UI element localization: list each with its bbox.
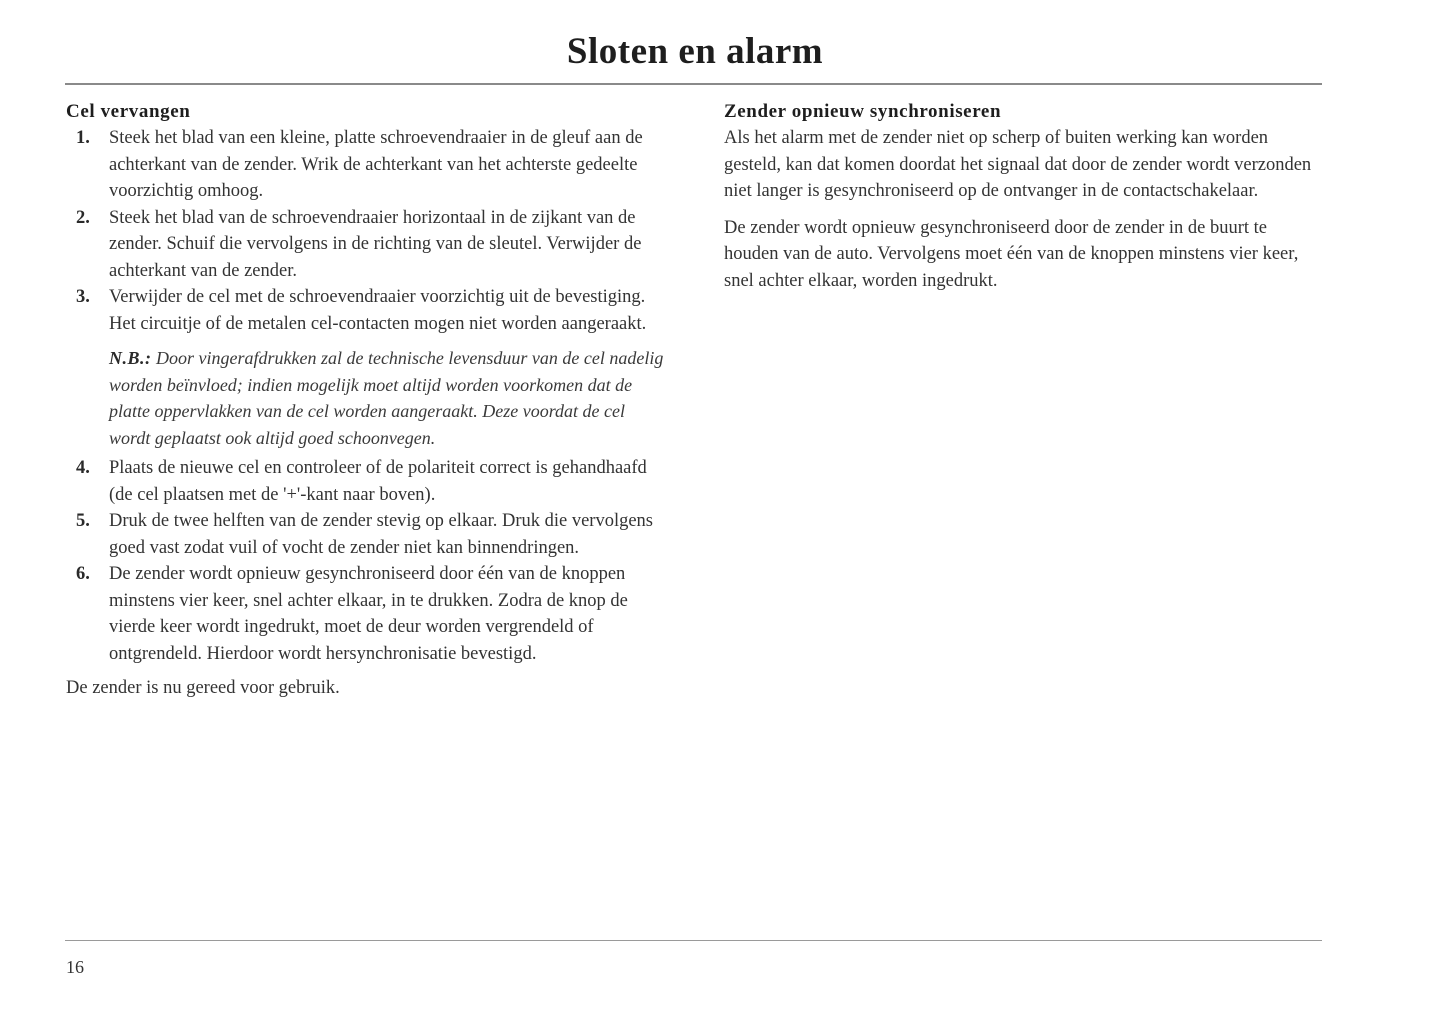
page-number: 16: [66, 957, 84, 977]
right-column: [724, 98, 1324, 304]
step-number: 6.: [76, 564, 90, 584]
step-number: 1.: [76, 128, 90, 148]
step-item: [66, 561, 666, 667]
section-heading-cel-vervangen: Cel vervangen: [66, 101, 191, 122]
note-text: Door vingerafdrukken zal de technische levensduur van de cel nadelig worden beïnvloed; indien mogelijk moet altijd worden voorkomen dat de platte oppervlakken van de cel worden aangeraakt. Deze voordat de cel wordt geplaatst ook altijd goed schoonvegen.: [109, 348, 664, 448]
step-number: 3.: [76, 287, 90, 307]
step-item: [66, 205, 666, 285]
step-item: [66, 125, 666, 205]
step-number: 5.: [76, 511, 90, 531]
closing-paragraph: De zender is nu gereed voor gebruik.: [66, 678, 340, 698]
step-text: Steek het blad van een kleine, platte schroevendraaier in de gleuf aan de achterkant van de zender. Wrik de achterkant van het achterste gedeelte voorzichtig omhoog.: [109, 128, 643, 201]
section-heading-zender-synchroniseren: Zender opnieuw synchroniseren: [724, 101, 1002, 122]
footer-divider: [65, 940, 1322, 941]
step-text: De zender wordt opnieuw gesynchroniseerd door één van de knoppen minstens vier keer, snel achter elkaar, in te drukken. Zodra de knop de vierde keer wordt ingedrukt, moet de deur worden vergrendeld of ontgrendeld. Hierdoor wordt hersynchronisatie bevestigd.: [109, 564, 628, 664]
note-label: N.B.:: [109, 348, 152, 368]
step-text: Steek het blad van de schroevendraaier horizontaal in de zijkant van de zender. Schuif die vervolgens in de richting van de sleutel. Verwijder de achterkant van de zender.: [109, 207, 642, 281]
body-paragraph: De zender wordt opnieuw gesynchroniseerd door de zender in de buurt te houden van de auto. Vervolgens moet één van de knoppen minstens vier keer, snel achter elkaar, worden ingedrukt.: [724, 217, 1299, 291]
step-item: [66, 284, 666, 337]
step-number: 2.: [76, 207, 90, 228]
step-item: [66, 455, 666, 508]
steps-list-part-2: [66, 455, 666, 667]
step-text: Verwijder de cel met de schroevendraaier voorzichtig uit de bevestiging. Het circuitje of de metalen cel-contacten mogen niet worden aangeraakt.: [109, 287, 647, 334]
step-item: [66, 508, 666, 561]
step-number: 4.: [76, 458, 90, 478]
step-text: Druk de twee helften van de zender stevig op elkaar. Druk die vervolgens goed vast zodat vuil of vocht de zender niet kan binnendringen.: [109, 511, 654, 558]
header-divider: [65, 83, 1322, 85]
body-paragraph: Als het alarm met de zender niet op scherp of buiten werking kan worden gesteld, kan dat komen doordat het signaal dat door de zender wordt verzonden niet langer is gesynchroniseerd op de ontvanger in de contactschakelaar.: [724, 128, 1312, 201]
left-column: [66, 98, 666, 702]
note-paragraph: [66, 345, 666, 451]
step-text: Plaats de nieuwe cel en controleer of de polariteit correct is gehandhaafd (de cel plaatsen met de '+'-kant naar boven).: [109, 458, 647, 505]
page-title: Sloten en alarm: [566, 31, 824, 72]
steps-list-part-1: [66, 125, 666, 337]
